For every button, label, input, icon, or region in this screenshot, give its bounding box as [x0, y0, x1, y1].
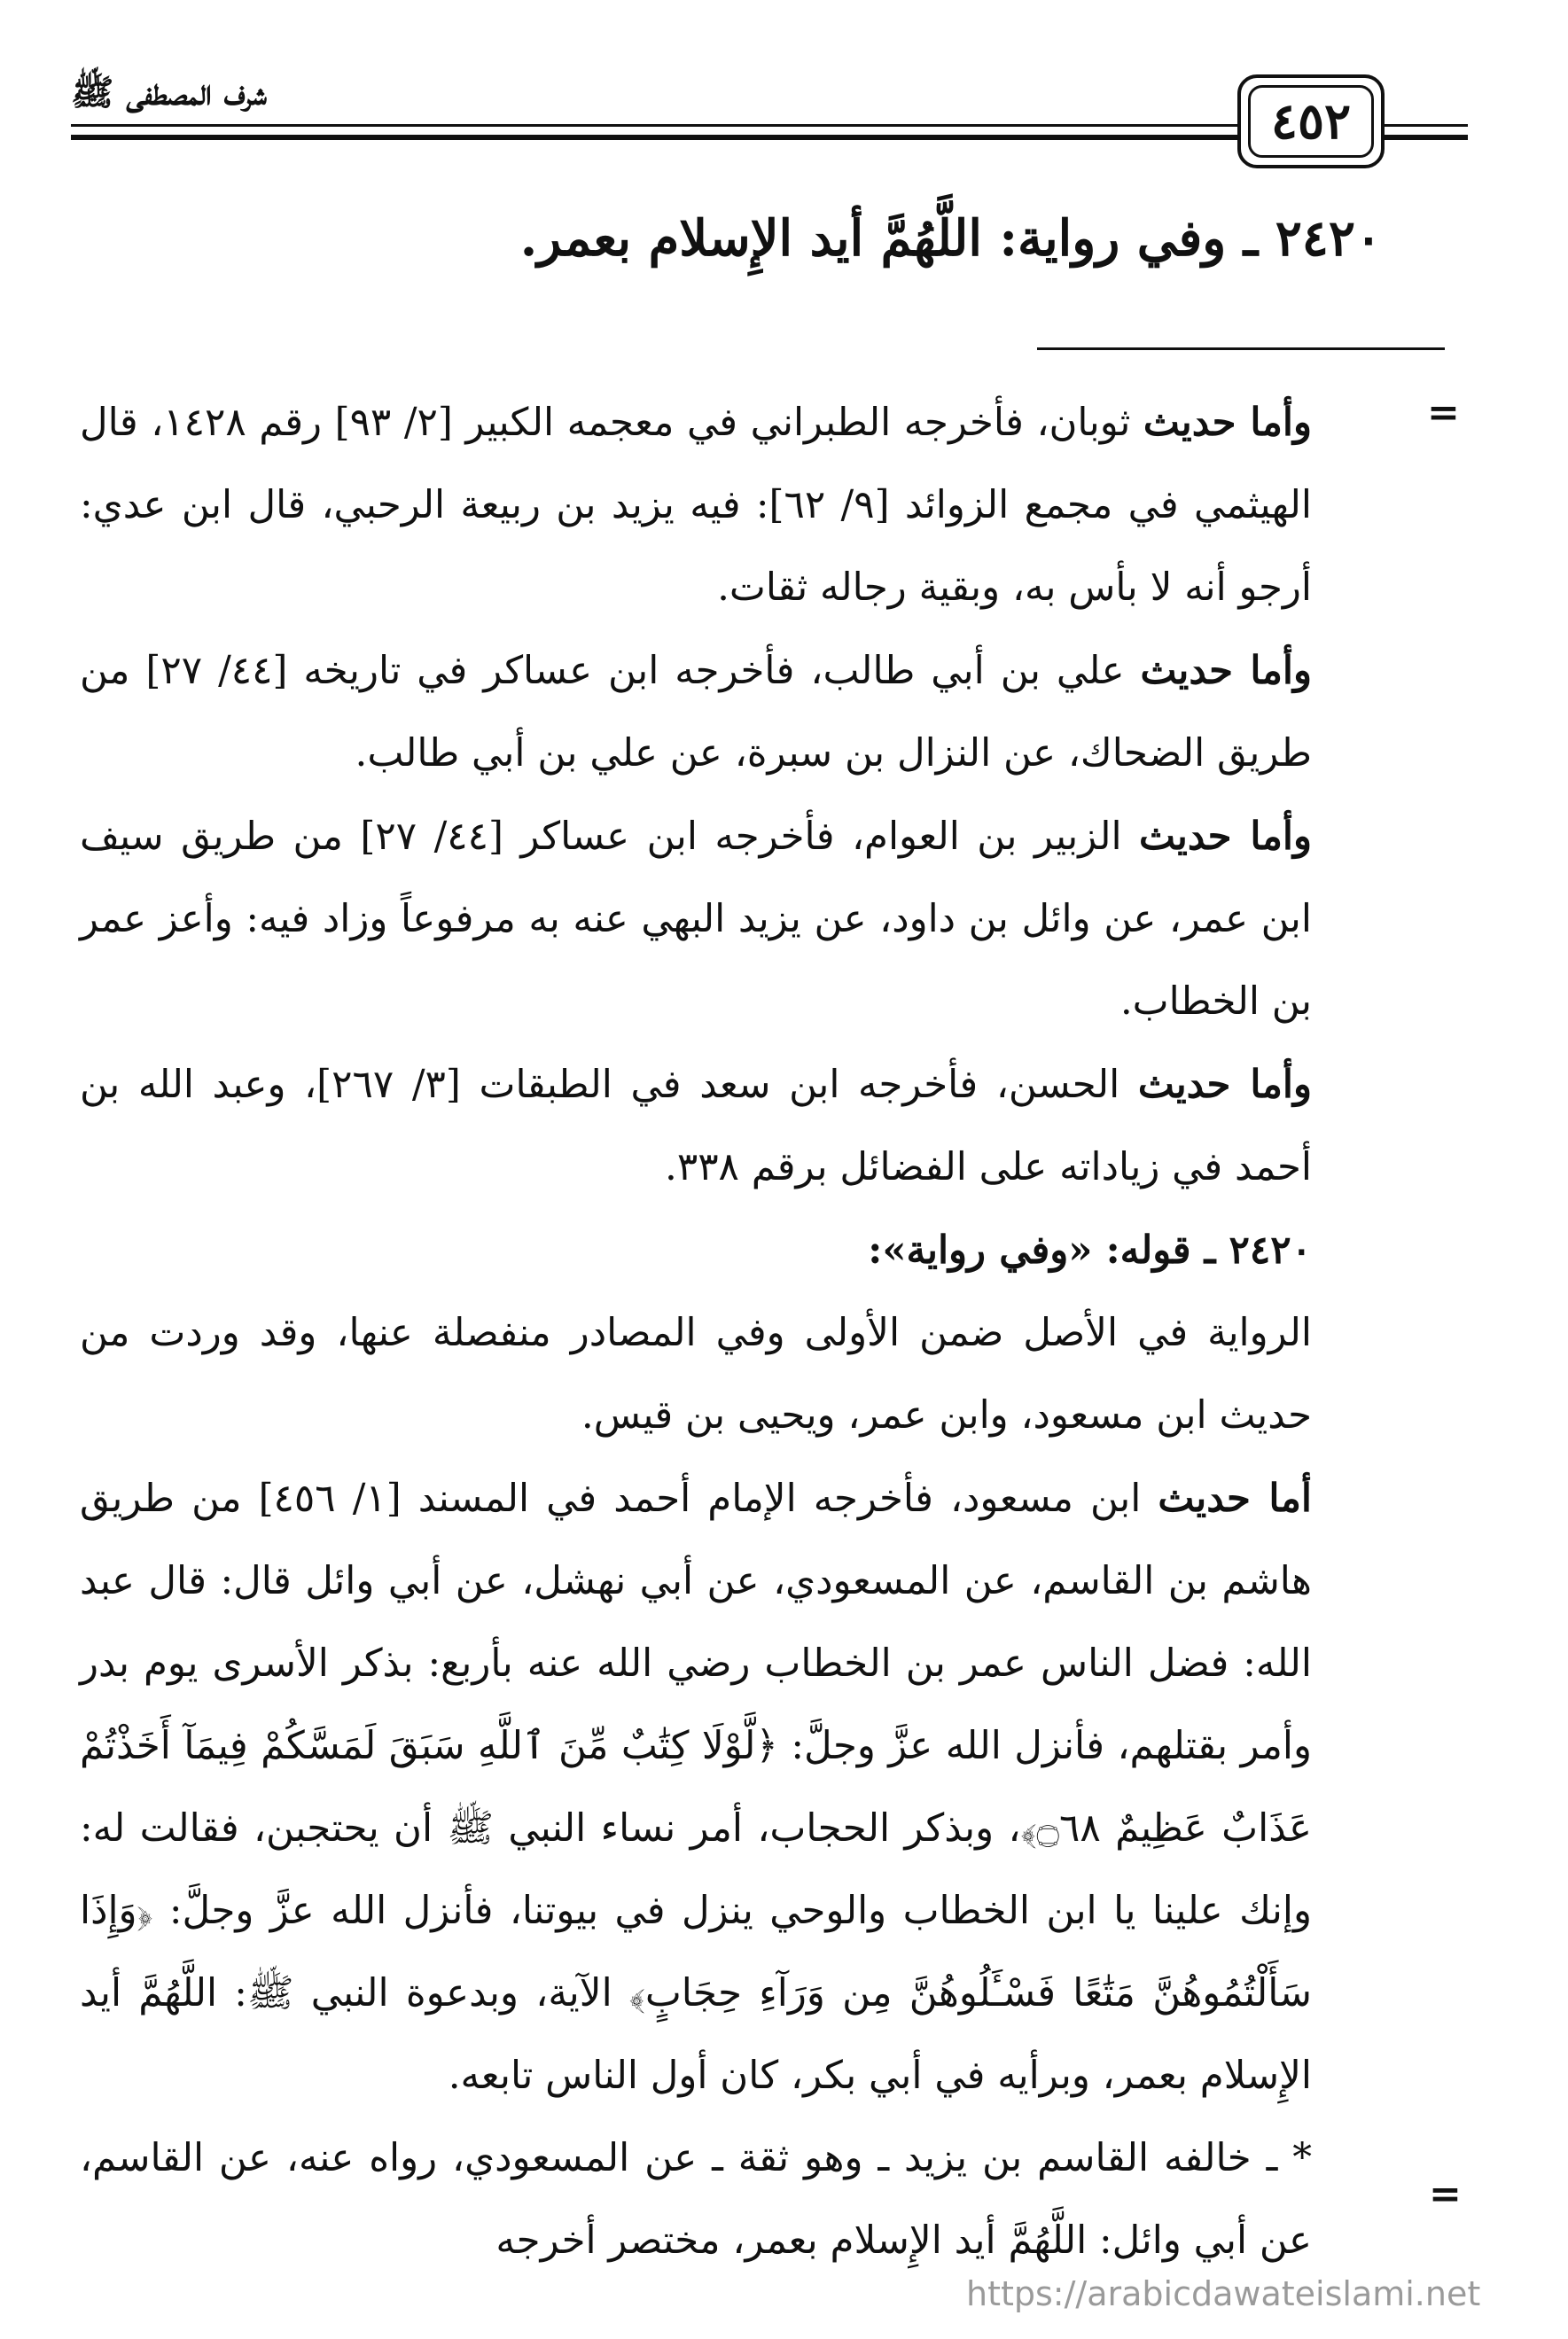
lead-phrase: أما حديث	[1158, 1476, 1312, 1521]
lead-phrase: وأما حديث	[1143, 400, 1312, 445]
footnote-paragraph	[80, 1457, 1312, 2117]
footnote-paragraph	[80, 381, 1312, 629]
continuation-mark-bottom: =	[1429, 2171, 1462, 2217]
lead-phrase: وأما حديث	[1140, 648, 1313, 693]
footnote-heading	[80, 1209, 1312, 1292]
footnotes-body	[80, 381, 1312, 2282]
footnote-paragraph	[80, 795, 1312, 1043]
paragraph-text: الزبير بن العوام، فأخرجه ابن عساكر [٤٤/ ٢٧] من طريق سيف ابن عمر، عن وائل بن داود، عن يزيد البهي عنه به مرفوعاً وزاد فيه: وأعز عمر بن الخطاب.	[80, 815, 1312, 1024]
header-rule	[71, 124, 1241, 127]
continuation-mark-top: =	[1427, 390, 1460, 435]
header-rule-thick	[71, 135, 1241, 140]
header-rule-right	[1381, 124, 1468, 127]
footnote-paragraph	[80, 1043, 1312, 1209]
paragraph-text: الرواية في الأصل ضمن الأولى وفي المصادر منفصلة عنها، وقد وردت من حديث ابن مسعود، وابن عمر، ويحيى بن قيس.	[80, 1311, 1312, 1438]
quran-verse: ﴿لَّوْلَا كِتَٰبٌ مِّنَ ٱللَّهِ سَبَقَ لَمَسَّكُمْ فِيمَآ أَخَذْتُمْ عَذَابٌ عَظِيمٌ ۝٦٨﴾	[80, 1724, 1313, 1851]
running-header-title: شرف المصطفى ﷺ	[71, 72, 267, 113]
footnote-paragraph	[80, 629, 1312, 795]
watermark-url: https://arabicdawateislami.net	[966, 2274, 1481, 2313]
paragraph-text: الآية، وبدعوة النبي ﷺ: اللَّهُمَّ أيد الإِسلام بعمر، وبرأيه في أبي بكر، كان أول الناس تابعه.	[80, 1971, 1312, 2098]
comment-heading: ٢٤٢٠ ـ قوله: «وفي رواية»:	[868, 1228, 1312, 1273]
footnote-paragraph	[80, 1292, 1312, 1457]
footnote-paragraph	[80, 2117, 1312, 2282]
header-rule-right-thick	[1381, 135, 1468, 140]
footnote-separator	[1037, 347, 1445, 350]
page-number: ٤٥٢	[1248, 85, 1374, 158]
hadith-text: ٢٤٢٠ ـ وفي رواية: اللَّهُمَّ أيد الإِسلام بعمر.	[519, 209, 1382, 268]
quran-verse: ﴿وَإِذَا سَأَلْتُمُوهُنَّ مَتَٰعًا فَسْـَٔلُوهُنَّ مِن وَرَآءِ حِجَابٍ﴾	[80, 1889, 1312, 2015]
paragraph-text: علي بن أبي طالب، فأخرجه ابن عساكر في تاريخه [٤٤/ ٢٧] من طريق الضحاك، عن النزال بن سبرة، عن علي بن أبي طالب.	[80, 649, 1312, 776]
paragraph-text: ثوبان، فأخرجه الطبراني في معجمه الكبير [٢/ ٩٣] رقم ١٤٢٨، قال الهيثمي في مجمع الزوائد [٩/ ٦٢]: فيه يزيد بن ربيعة الرحبي، قال ابن عدي: أرجو أنه لا بأس به، وبقية رجاله ثقات.	[80, 401, 1313, 610]
paragraph-text: * ـ خالفه القاسم بن يزيد ـ وهو ثقة ـ عن المسعودي، رواه عنه، عن القاسم، عن أبي وائل: اللَّهُمَّ أيد الإِسلام بعمر، مختصر أخرجه	[80, 2136, 1312, 2263]
lead-phrase: وأما حديث	[1137, 1062, 1313, 1107]
paragraph-text: الحسن، فأخرجه ابن سعد في الطبقات [٣/ ٢٦٧]، وعبد الله بن أحمد في زياداته على الفضائل برقم ٣٣٨.	[80, 1063, 1312, 1189]
paragraph-text: ، وبذكر الحجاب، أمر نساء النبي ﷺ أن يحتجبن، فقالت له: وإنك علينا يا ابن الخطاب والوحي ينزل في بيوتنا، فأنزل الله عزَّ وجلَّ:	[80, 1806, 1312, 1933]
lead-phrase: وأما حديث	[1139, 814, 1313, 859]
paragraph-text: ابن مسعود، فأخرجه الإمام أحمد في المسند [١/ ٤٥٦] من طريق هاشم بن القاسم، عن المسعودي، عن أبي نهشل، عن أبي وائل قال: قال عبد الله: فضل الناس عمر بن الخطاب رضي الله عنه بأربع: بذكر الأسرى يوم بدر وأمر بقتلهم، فأنزل الله عزَّ وجلَّ:	[80, 1477, 1312, 1768]
